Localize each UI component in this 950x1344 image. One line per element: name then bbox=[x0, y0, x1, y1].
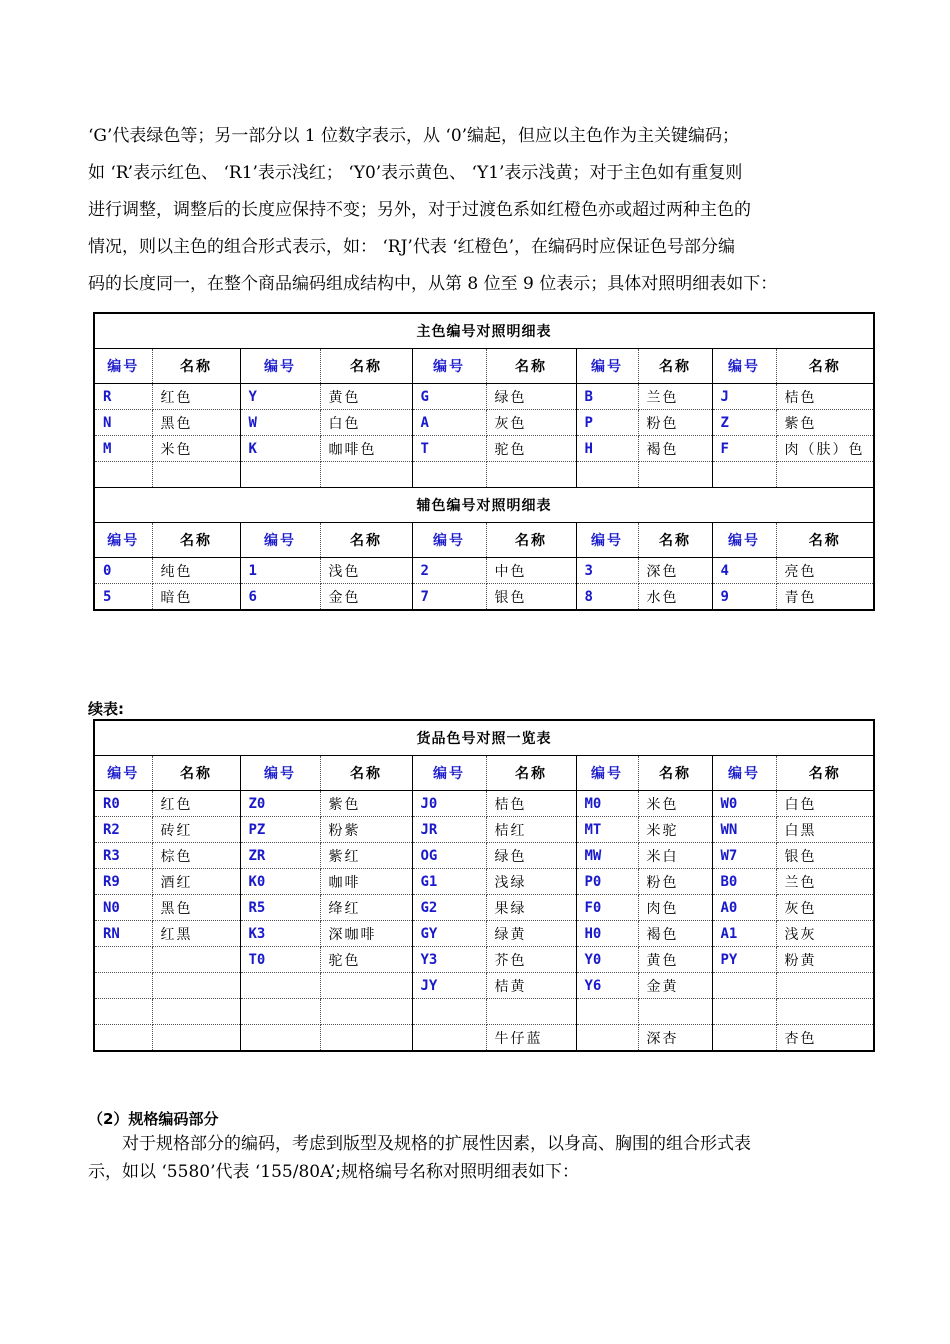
spec-line: 对于规格部分的编码，考虑到版型及规格的扩展性因素，以身高、胸围的组合形式表 bbox=[122, 1134, 751, 1154]
color-code-cell: R0 bbox=[94, 791, 152, 817]
color-code-cell: JY bbox=[412, 973, 486, 999]
spec-paragraph bbox=[88, 1130, 863, 1186]
intro-line: 码的长度同一，在整个商品编码组成结构中，从第 8 位至 9 位表示；具体对照明细表如下： bbox=[88, 274, 778, 294]
table-row bbox=[94, 947, 874, 973]
color-name-cell: 兰色 bbox=[776, 869, 874, 895]
color-name-cell: 肉（肤）色 bbox=[776, 436, 874, 462]
product-color-table-title-text: 货品色号对照一览表 bbox=[94, 720, 874, 756]
header-name: 名称 bbox=[320, 523, 412, 558]
intro-line: ‘G’代表绿色等；另一部分以 1 位数字表示，从 ‘0’编起，但应以主色作为主关键编码； bbox=[88, 126, 740, 146]
intro-line: 情况，则以主色的组合形式表示，如： ‘RJ’代表 ‘红橙色’，在编码时应保证色号部分编 bbox=[88, 237, 736, 257]
main-color-table bbox=[93, 312, 875, 611]
header-name: 名称 bbox=[152, 756, 240, 791]
color-code-cell bbox=[576, 462, 638, 488]
color-name-cell bbox=[776, 973, 874, 999]
color-code-cell: 7 bbox=[412, 584, 486, 611]
main-color-table-title bbox=[94, 313, 874, 349]
color-name-cell: 亮色 bbox=[776, 558, 874, 584]
color-code-cell: R9 bbox=[94, 869, 152, 895]
header-name: 名称 bbox=[638, 756, 712, 791]
color-name-cell bbox=[776, 462, 874, 488]
header-name: 名称 bbox=[320, 756, 412, 791]
table-row bbox=[94, 462, 874, 488]
color-name-cell bbox=[638, 999, 712, 1025]
aux-color-table-title bbox=[94, 488, 874, 523]
color-code-cell: ZR bbox=[240, 843, 320, 869]
color-code-cell bbox=[712, 973, 776, 999]
color-code-cell: Z bbox=[712, 410, 776, 436]
color-name-cell bbox=[152, 947, 240, 973]
header-name: 名称 bbox=[638, 349, 712, 384]
color-name-cell: 黑色 bbox=[152, 895, 240, 921]
color-code-cell: G1 bbox=[412, 869, 486, 895]
table-row bbox=[94, 895, 874, 921]
color-name-cell: 深色 bbox=[638, 558, 712, 584]
color-name-cell bbox=[152, 1025, 240, 1052]
color-name-cell: 浅灰 bbox=[776, 921, 874, 947]
color-name-cell: 纯色 bbox=[152, 558, 240, 584]
color-name-cell: 粉色 bbox=[638, 869, 712, 895]
table-row bbox=[94, 843, 874, 869]
color-code-cell bbox=[94, 1025, 152, 1052]
table-row bbox=[94, 817, 874, 843]
header-name: 名称 bbox=[320, 349, 412, 384]
header-name: 名称 bbox=[638, 523, 712, 558]
color-name-cell: 暗色 bbox=[152, 584, 240, 611]
table-row bbox=[94, 410, 874, 436]
color-name-cell bbox=[486, 999, 576, 1025]
color-name-cell: 紫色 bbox=[776, 410, 874, 436]
color-name-cell: 银色 bbox=[486, 584, 576, 611]
color-name-cell bbox=[320, 1025, 412, 1052]
color-code-cell: Y bbox=[240, 384, 320, 410]
color-code-cell bbox=[576, 999, 638, 1025]
color-name-cell: 金黄 bbox=[638, 973, 712, 999]
color-name-cell: 砖红 bbox=[152, 817, 240, 843]
color-code-cell: JR bbox=[412, 817, 486, 843]
color-name-cell: 绛红 bbox=[320, 895, 412, 921]
color-code-cell: J0 bbox=[412, 791, 486, 817]
header-code: 编号 bbox=[712, 349, 776, 384]
color-name-cell: 米驼 bbox=[638, 817, 712, 843]
header-name: 名称 bbox=[776, 523, 874, 558]
color-code-cell bbox=[712, 462, 776, 488]
color-code-cell bbox=[240, 999, 320, 1025]
color-code-cell: 3 bbox=[576, 558, 638, 584]
color-code-cell bbox=[240, 462, 320, 488]
color-name-cell: 紫红 bbox=[320, 843, 412, 869]
color-code-cell: GY bbox=[412, 921, 486, 947]
color-code-cell: A0 bbox=[712, 895, 776, 921]
color-name-cell: 白色 bbox=[320, 410, 412, 436]
table-row bbox=[94, 869, 874, 895]
color-code-cell: 4 bbox=[712, 558, 776, 584]
color-name-cell: 绿色 bbox=[486, 384, 576, 410]
header-code: 编号 bbox=[712, 756, 776, 791]
header-code: 编号 bbox=[576, 756, 638, 791]
header-code: 编号 bbox=[712, 523, 776, 558]
color-code-cell bbox=[94, 999, 152, 1025]
color-code-cell: J bbox=[712, 384, 776, 410]
color-name-cell: 深咖啡 bbox=[320, 921, 412, 947]
color-name-cell: 棕色 bbox=[152, 843, 240, 869]
color-code-cell: 8 bbox=[576, 584, 638, 611]
color-name-cell: 褐色 bbox=[638, 921, 712, 947]
header-code: 编号 bbox=[412, 349, 486, 384]
color-name-cell: 咖啡色 bbox=[320, 436, 412, 462]
color-code-cell: B0 bbox=[712, 869, 776, 895]
header-code: 编号 bbox=[240, 756, 320, 791]
color-name-cell: 红色 bbox=[152, 791, 240, 817]
column-header-row bbox=[94, 523, 874, 558]
color-name-cell: 白色 bbox=[776, 791, 874, 817]
color-code-cell: H bbox=[576, 436, 638, 462]
color-code-cell: RN bbox=[94, 921, 152, 947]
color-code-cell: P bbox=[576, 410, 638, 436]
table-row bbox=[94, 384, 874, 410]
header-code: 编号 bbox=[240, 523, 320, 558]
color-name-cell: 肉色 bbox=[638, 895, 712, 921]
color-code-cell: OG bbox=[412, 843, 486, 869]
color-name-cell: 桔色 bbox=[776, 384, 874, 410]
color-name-cell: 米白 bbox=[638, 843, 712, 869]
color-code-cell: Y3 bbox=[412, 947, 486, 973]
color-code-cell: PY bbox=[712, 947, 776, 973]
header-name: 名称 bbox=[776, 349, 874, 384]
color-code-cell: Z0 bbox=[240, 791, 320, 817]
color-name-cell: 桔黄 bbox=[486, 973, 576, 999]
header-code: 编号 bbox=[412, 756, 486, 791]
product-color-table bbox=[93, 719, 875, 1052]
color-code-cell bbox=[712, 1025, 776, 1052]
color-name-cell bbox=[320, 462, 412, 488]
color-name-cell: 驼色 bbox=[486, 436, 576, 462]
color-name-cell: 米色 bbox=[152, 436, 240, 462]
color-code-cell: Y6 bbox=[576, 973, 638, 999]
color-name-cell: 黑色 bbox=[152, 410, 240, 436]
table-row bbox=[94, 584, 874, 611]
header-name: 名称 bbox=[486, 756, 576, 791]
intro-paragraph bbox=[88, 118, 858, 303]
color-code-cell: T bbox=[412, 436, 486, 462]
color-code-cell: W7 bbox=[712, 843, 776, 869]
color-code-cell: 1 bbox=[240, 558, 320, 584]
color-name-cell bbox=[152, 999, 240, 1025]
color-name-cell: 牛仔蓝 bbox=[486, 1025, 576, 1052]
header-name: 名称 bbox=[152, 523, 240, 558]
color-code-cell bbox=[576, 1025, 638, 1052]
color-code-cell: G bbox=[412, 384, 486, 410]
table-row bbox=[94, 999, 874, 1025]
color-code-cell: G2 bbox=[412, 895, 486, 921]
color-name-cell: 银色 bbox=[776, 843, 874, 869]
header-code: 编号 bbox=[94, 523, 152, 558]
color-code-cell: 9 bbox=[712, 584, 776, 611]
color-name-cell: 浅色 bbox=[320, 558, 412, 584]
table-row bbox=[94, 436, 874, 462]
color-code-cell: R3 bbox=[94, 843, 152, 869]
header-name: 名称 bbox=[776, 756, 874, 791]
color-name-cell: 咖啡 bbox=[320, 869, 412, 895]
color-code-cell bbox=[412, 462, 486, 488]
color-name-cell: 粉黄 bbox=[776, 947, 874, 973]
color-name-cell: 桔红 bbox=[486, 817, 576, 843]
color-name-cell: 紫色 bbox=[320, 791, 412, 817]
header-code: 编号 bbox=[412, 523, 486, 558]
color-code-cell bbox=[240, 1025, 320, 1052]
color-code-cell: H0 bbox=[576, 921, 638, 947]
color-name-cell bbox=[152, 462, 240, 488]
header-code: 编号 bbox=[240, 349, 320, 384]
table-row bbox=[94, 791, 874, 817]
aux-color-table-title-text: 辅色编号对照明细表 bbox=[94, 488, 874, 523]
color-code-cell: B bbox=[576, 384, 638, 410]
color-code-cell: M bbox=[94, 436, 152, 462]
color-name-cell: 兰色 bbox=[638, 384, 712, 410]
color-code-cell: N0 bbox=[94, 895, 152, 921]
color-code-cell: Y0 bbox=[576, 947, 638, 973]
color-code-cell bbox=[94, 462, 152, 488]
color-name-cell: 米色 bbox=[638, 791, 712, 817]
header-code: 编号 bbox=[576, 349, 638, 384]
color-code-cell: K bbox=[240, 436, 320, 462]
color-code-cell: M0 bbox=[576, 791, 638, 817]
color-name-cell: 黄色 bbox=[320, 384, 412, 410]
color-name-cell bbox=[152, 973, 240, 999]
header-code: 编号 bbox=[576, 523, 638, 558]
color-code-cell: A1 bbox=[712, 921, 776, 947]
header-code: 编号 bbox=[94, 756, 152, 791]
color-code-cell: W0 bbox=[712, 791, 776, 817]
color-code-cell: R2 bbox=[94, 817, 152, 843]
color-name-cell: 灰色 bbox=[486, 410, 576, 436]
spec-line: 示，如以 ‘5580’代表 ‘155/80A’;规格编号名称对照明细表如下： bbox=[88, 1162, 579, 1182]
header-name: 名称 bbox=[152, 349, 240, 384]
header-code: 编号 bbox=[94, 349, 152, 384]
color-name-cell bbox=[486, 462, 576, 488]
color-code-cell: WN bbox=[712, 817, 776, 843]
color-name-cell: 灰色 bbox=[776, 895, 874, 921]
color-code-cell bbox=[94, 947, 152, 973]
color-code-cell: R5 bbox=[240, 895, 320, 921]
column-header-row bbox=[94, 349, 874, 384]
main-color-table-title-text: 主色编号对照明细表 bbox=[94, 313, 874, 349]
color-code-cell: 0 bbox=[94, 558, 152, 584]
color-name-cell: 绿色 bbox=[486, 843, 576, 869]
color-name-cell: 白黑 bbox=[776, 817, 874, 843]
table-row bbox=[94, 558, 874, 584]
continued-label: 续表: bbox=[88, 700, 124, 718]
color-code-cell: MW bbox=[576, 843, 638, 869]
color-code-cell: 5 bbox=[94, 584, 152, 611]
color-code-cell: R bbox=[94, 384, 152, 410]
spec-heading: （2）规格编码部分 bbox=[88, 1110, 219, 1128]
color-name-cell: 桔色 bbox=[486, 791, 576, 817]
color-name-cell: 果绿 bbox=[486, 895, 576, 921]
color-code-cell: N bbox=[94, 410, 152, 436]
color-code-cell: 6 bbox=[240, 584, 320, 611]
header-name: 名称 bbox=[486, 349, 576, 384]
color-name-cell: 黄色 bbox=[638, 947, 712, 973]
color-name-cell: 粉色 bbox=[638, 410, 712, 436]
color-code-cell: P0 bbox=[576, 869, 638, 895]
color-name-cell: 中色 bbox=[486, 558, 576, 584]
table-row bbox=[94, 973, 874, 999]
table-row bbox=[94, 921, 874, 947]
color-name-cell bbox=[638, 462, 712, 488]
intro-line: 进行调整，调整后的长度应保持不变；另外，对于过渡色系如红橙色亦或超过两种主色的 bbox=[88, 200, 751, 220]
intro-line: 如 ‘R’表示红色、 ‘R1’表示浅红； ‘Y0’表示黄色、 ‘Y1’表示浅黄；对于主色如有重复则 bbox=[88, 163, 743, 183]
color-code-cell bbox=[412, 1025, 486, 1052]
color-name-cell: 粉紫 bbox=[320, 817, 412, 843]
color-code-cell bbox=[240, 973, 320, 999]
color-name-cell: 驼色 bbox=[320, 947, 412, 973]
header-name: 名称 bbox=[486, 523, 576, 558]
color-name-cell: 芥色 bbox=[486, 947, 576, 973]
color-code-cell bbox=[412, 999, 486, 1025]
product-color-table-title bbox=[94, 720, 874, 756]
color-code-cell: MT bbox=[576, 817, 638, 843]
color-code-cell: F0 bbox=[576, 895, 638, 921]
color-name-cell: 青色 bbox=[776, 584, 874, 611]
color-name-cell: 浅绿 bbox=[486, 869, 576, 895]
color-name-cell bbox=[776, 999, 874, 1025]
color-name-cell: 深杏 bbox=[638, 1025, 712, 1052]
color-name-cell: 金色 bbox=[320, 584, 412, 611]
color-name-cell: 水色 bbox=[638, 584, 712, 611]
column-header-row bbox=[94, 756, 874, 791]
color-code-cell: 2 bbox=[412, 558, 486, 584]
color-code-cell: K3 bbox=[240, 921, 320, 947]
color-name-cell: 红色 bbox=[152, 384, 240, 410]
color-name-cell: 绿黄 bbox=[486, 921, 576, 947]
color-code-cell: K0 bbox=[240, 869, 320, 895]
color-code-cell bbox=[712, 999, 776, 1025]
color-name-cell: 红黑 bbox=[152, 921, 240, 947]
color-name-cell bbox=[320, 973, 412, 999]
color-name-cell bbox=[320, 999, 412, 1025]
color-code-cell: F bbox=[712, 436, 776, 462]
color-name-cell: 酒红 bbox=[152, 869, 240, 895]
color-code-cell: PZ bbox=[240, 817, 320, 843]
color-code-cell: A bbox=[412, 410, 486, 436]
color-name-cell: 褐色 bbox=[638, 436, 712, 462]
color-code-cell: W bbox=[240, 410, 320, 436]
table-row bbox=[94, 1025, 874, 1052]
color-name-cell: 杏色 bbox=[776, 1025, 874, 1052]
color-code-cell bbox=[94, 973, 152, 999]
color-code-cell: T0 bbox=[240, 947, 320, 973]
